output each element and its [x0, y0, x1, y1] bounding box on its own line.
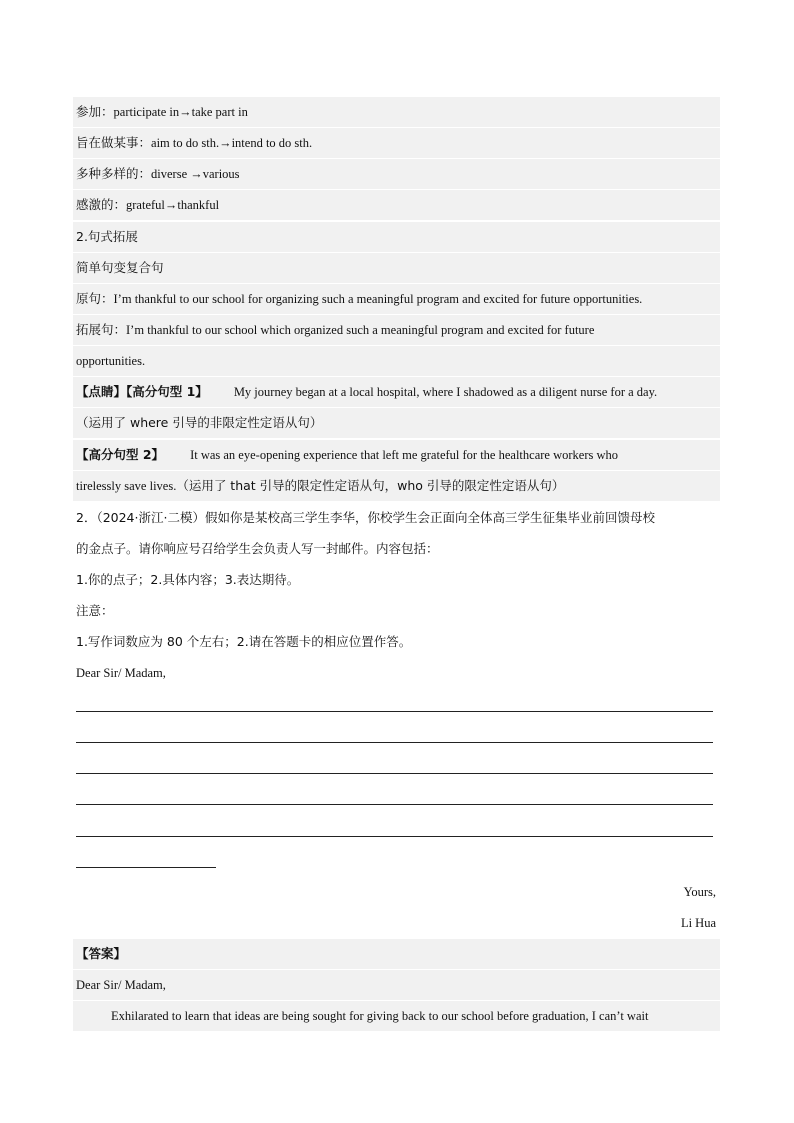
salutation: Dear Sir/ Madam, — [76, 666, 166, 680]
vocab-en: participate in→take part in — [113, 105, 248, 119]
highlight-2-text: It was an eye-opening experience that left me grateful for the healthcare workers who — [190, 448, 618, 462]
vocab-row — [73, 159, 720, 189]
highlight-2-tag: 【高分句型 2】 — [76, 447, 165, 462]
highlight-2 — [73, 440, 720, 470]
vocab-zh: 多种多样的： — [76, 166, 152, 181]
question-line-2: 的金点子。请你响应号召给学生会负责人写一封邮件。内容包括： — [76, 541, 439, 556]
answer-salutation: Dear Sir/ Madam, — [73, 970, 720, 1000]
signature: Li Hua — [680, 916, 716, 930]
original-sentence — [73, 284, 720, 314]
expanded-text: I’m thankful to our school which organized such a meaningful program and excited for future — [126, 323, 595, 337]
notice-text: 1.写作词数应为 80 个左右；2.请在答题卡的相应位置作答。 — [76, 634, 412, 649]
highlight-2-text-cont: tirelessly save lives. — [76, 479, 177, 493]
answer-line — [76, 742, 713, 743]
section-title: 2.句式拓展 — [73, 222, 720, 252]
vocab-zh: 参加： — [76, 104, 114, 119]
answer-tag: 【答案】 — [73, 939, 720, 969]
highlight-1-text: My journey began at a local hospital, where I shadowed as a diligent nurse for a day. — [233, 385, 658, 399]
highlight-1 — [73, 377, 720, 407]
highlight-2-note: （运用了 that 引导的限定性定语从句，who 引导的限定性定语从句） — [176, 478, 565, 493]
vocab-en: grateful→thankful — [126, 198, 220, 212]
notice-label: 注意： — [76, 603, 114, 618]
original-label: 原句： — [76, 291, 114, 306]
highlight-1-note: （运用了 where 引导的非限定性定语从句） — [73, 408, 720, 438]
question-line-1: 2．（2024·浙江·二模）假如你是某校高三学生李华，你校学生会正面向全体高三学生征集毕业前回馈母校 — [76, 510, 655, 525]
highlight-2-cont — [73, 471, 720, 501]
expanded-sentence-cont: opportunities. — [73, 346, 720, 376]
vocab-zh: 感激的： — [76, 197, 127, 212]
answer-line — [76, 836, 713, 837]
section-subtitle: 简单句变复合句 — [73, 253, 720, 283]
vocab-row — [73, 128, 720, 158]
expanded-sentence — [73, 315, 720, 345]
answer-line — [76, 773, 713, 774]
answer-line — [76, 804, 713, 805]
answer-line-short — [76, 867, 216, 868]
highlight-1-tag: 【点睛】【高分句型 1】 — [76, 384, 208, 399]
expanded-label: 拓展句： — [76, 322, 127, 337]
question-line-3: 1.你的点子；2.具体内容；3.表达期待。 — [76, 572, 300, 587]
vocab-row — [73, 190, 720, 220]
vocab-en: diverse →various — [151, 167, 240, 181]
vocab-en: aim to do sth.→intend to do sth. — [151, 136, 313, 150]
vocab-zh: 旨在做某事： — [76, 135, 152, 150]
answer-text: Exhilarated to learn that ideas are being sought for giving back to our school before graduation, I can’t wait — [73, 1001, 720, 1031]
closing: Yours, — [683, 885, 716, 899]
answer-line — [76, 711, 713, 712]
vocab-row — [73, 97, 720, 127]
original-text: I’m thankful to our school for organizing such a meaningful program and excited for future opportunities. — [113, 292, 643, 306]
